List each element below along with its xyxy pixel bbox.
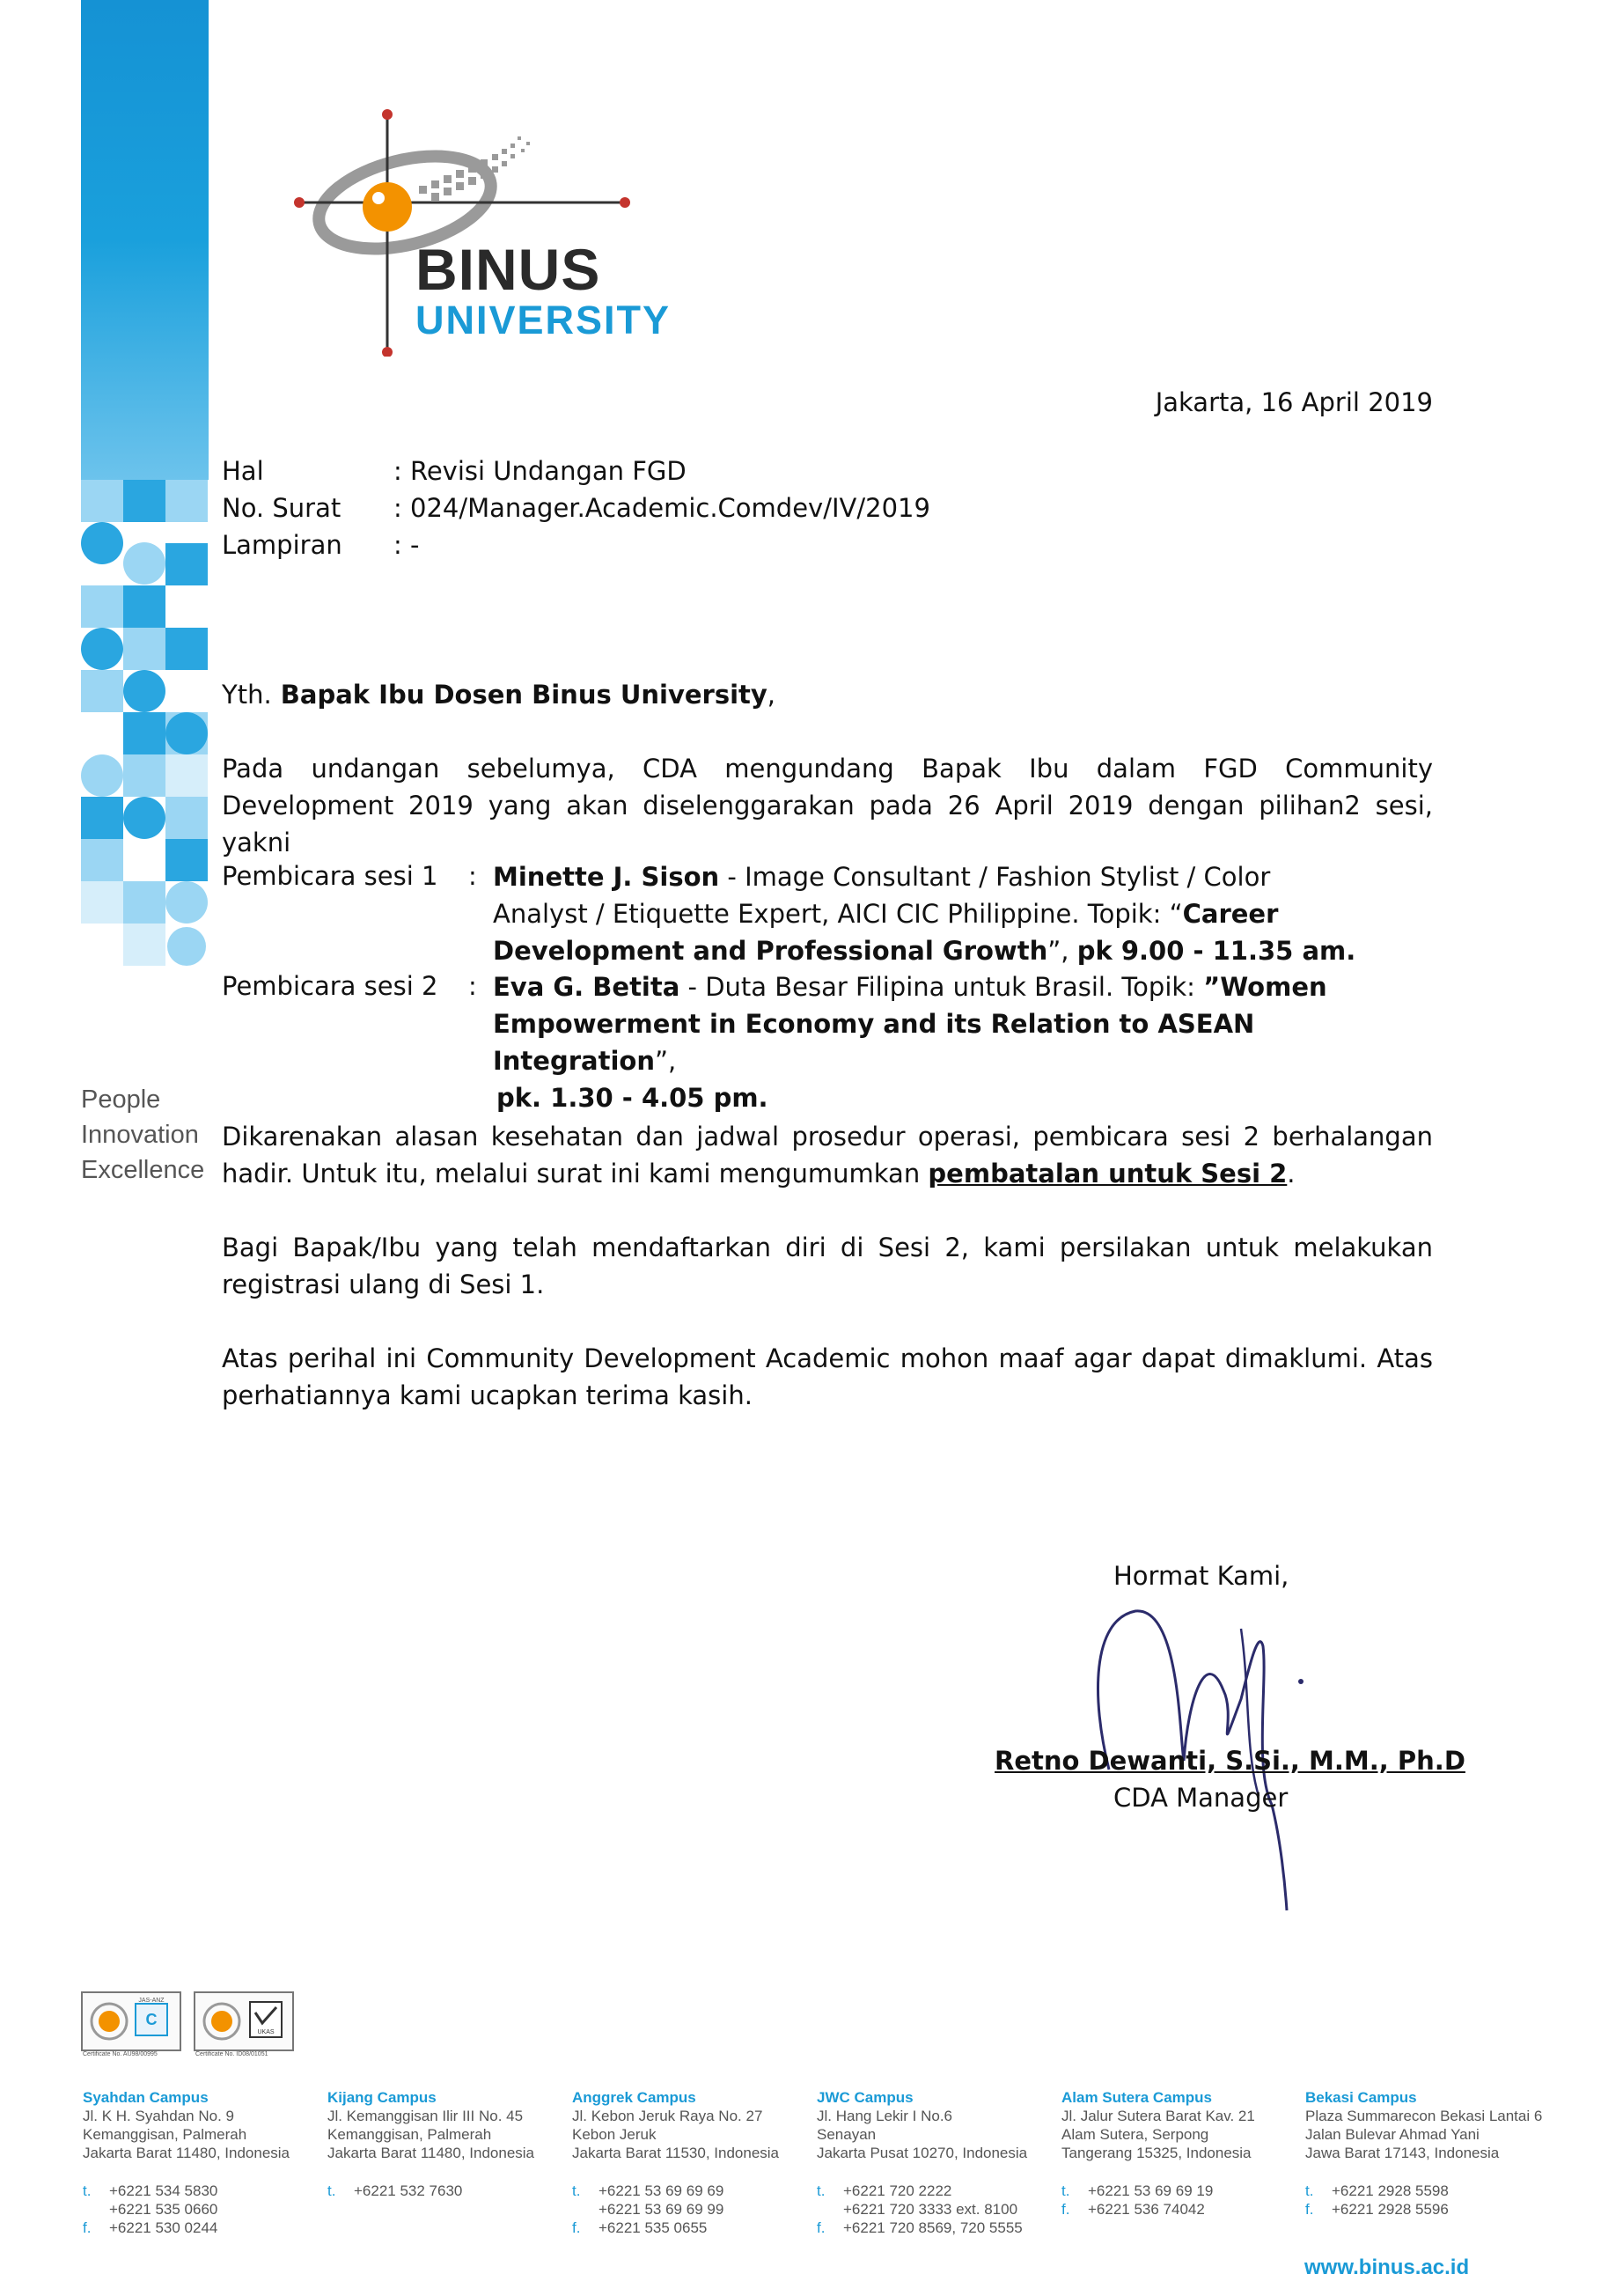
cert-note-2: Certificate No. ID08/01051 [195,2051,268,2057]
campus-address-line: Jawa Barat 17143, Indonesia [1305,2145,1500,2161]
letter-date: Jakarta, 16 April 2019 [1155,387,1433,417]
phone-prefix: t. [1305,2182,1314,2199]
campus-kijang [327,2088,565,2200]
session-1-label: Pembicara sesi 1 [222,861,438,891]
signer-name: Retno Dewanti, S.Si., M.M., Ph.D [995,1746,1465,1776]
campus-name: JWC Campus [817,2089,914,2106]
campus-name: Kijang Campus [327,2089,437,2106]
salutation-recipient: Bapak Ibu Dosen Binus University [271,680,767,710]
phone-number: +6221 532 7630 [354,2182,463,2199]
phone-number: +6221 535 0655 [599,2219,708,2236]
campus-address-line: Alam Sutera, Serpong [1061,2126,1209,2143]
session-2-label: Pembicara sesi 2 [222,971,438,1001]
session-2-speaker: Eva G. Betita [493,972,680,1002]
campus-name: Syahdan Campus [83,2089,209,2106]
phone-number: +6221 720 3333 ext. 8100 [843,2201,1018,2218]
campus-address-line: Jl. Jalur Sutera Barat Kav. 21 [1061,2108,1255,2124]
phone-prefix: t. [572,2182,581,2199]
reregistration-paragraph: Bagi Bapak/Ibu yang telah mendaftarkan diri di Sesi 2, kami persilakan untuk melakukan registrasi ulang di Sesi 1. [222,1233,1433,1299]
session-2-desc: - Duta Besar Filipina untuk Brasil. Topik: [679,972,1204,1002]
campus-address-line: Kebon Jeruk [572,2126,657,2143]
phone-prefix: f. [1305,2201,1314,2218]
campus-address-line: Plaza Summarecon Bekasi Lantai 6 [1305,2108,1543,2124]
campus-address-line: Jakarta Barat 11530, Indonesia [572,2145,780,2161]
phone-number: +6221 535 0660 [109,2201,218,2218]
campus-phones [1061,2182,1299,2219]
campus-address-line: Jl. Hang Lekir I No.6 [817,2108,953,2124]
phone-number: +6221 536 74042 [1088,2201,1205,2218]
campus-address-line: Jakarta Barat 11480, Indonesia [327,2145,535,2161]
campus-address-line: Jakarta Pusat 10270, Indonesia [817,2145,1028,2161]
phone-number: +6221 2928 5598 [1332,2182,1449,2199]
session-1-colon: : [468,861,477,891]
phone-number: +6221 53 69 69 69 [599,2182,724,2199]
campus-phones [572,2182,810,2237]
meta-label: Hal [222,456,264,486]
signer-role: CDA Manager [1113,1783,1289,1813]
campus-address-line: Kemanggisan, Palmerah [83,2126,247,2143]
tagline-innovation: Innovation [81,1121,199,1149]
tagline-excellence: Excellence [81,1156,205,1184]
phone-prefix: t. [327,2182,336,2199]
meta-row-hal [222,456,687,486]
phone-prefix: t. [1061,2182,1070,2199]
phone-number: +6221 720 8569, 720 5555 [843,2219,1023,2236]
session-1-after-topic: ”, [1047,936,1077,966]
campus-syahdan [83,2088,320,2237]
campus-phones [83,2182,320,2237]
session-1-desc: - Image Consultant / Fashion Stylist / Color Analyst / Etiquette Expert, AICI CIC Philippine. Topik: “ [493,862,1271,929]
decorative-side-stripe [81,0,209,977]
campus-phones [327,2182,565,2200]
svg-text:UKAS: UKAS [257,2029,275,2035]
session-1-speaker: Minette J. Sison [493,862,720,892]
logo-wordmark-binus: BINUS [415,237,601,302]
meta-value: : - [393,530,420,560]
meta-value: : 024/Manager.Academic.Comdev/IV/2019 [393,493,930,523]
campus-name: Anggrek Campus [572,2089,696,2106]
session-1-time: pk 9.00 - 11.35 am. [1076,936,1356,966]
phone-number: +6221 53 69 69 99 [599,2201,724,2218]
logo-wordmark-university: UNIVERSITY [415,298,672,342]
campus-address-line: Jalan Bulevar Ahmad Yani [1305,2126,1480,2143]
salutation-prefix: Yth. [222,680,272,710]
campus-address-line: Jl. Kebon Jeruk Raya No. 27 [572,2108,763,2124]
phone-prefix: f. [572,2219,581,2236]
session-2-topic: ”Women Empowerment in Economy and its Relation to ASEAN Integration [493,972,1327,1076]
phone-prefix: t. [817,2182,826,2199]
meta-row-lampiran [222,530,419,560]
cancellation-emphasis: pembatalan untuk Sesi 2 [928,1159,1288,1188]
phone-number: +6221 53 69 69 19 [1088,2182,1214,2199]
salutation-suffix: , [767,680,776,710]
session-2-colon: : [468,971,477,1001]
campus-jwc [817,2088,1054,2237]
campus-address-line: Jl. K H. Syahdan No. 9 [83,2108,234,2124]
meta-row-no-surat [222,493,930,523]
campus-name: Alam Sutera Campus [1061,2089,1212,2106]
phone-prefix: t. [83,2182,92,2199]
phone-prefix: f. [83,2219,92,2236]
cert-note-1: Certificate No. AU98/00995 [83,2051,158,2057]
closing: Hormat Kami, [1113,1561,1289,1591]
campus-anggrek [572,2088,810,2237]
campus-alam-sutera [1061,2088,1299,2219]
campus-address-line: Jl. Kemanggisan Ilir III No. 45 [327,2108,524,2124]
phone-number: +6221 720 2222 [843,2182,952,2199]
campus-address-line: Tangerang 15325, Indonesia [1061,2145,1252,2161]
cancellation-text: Dikarenakan alasan kesehatan dan jadwal prosedur operasi, pembicara sesi 2 berhalangan hadir. Untuk itu, melalui surat ini kami mengumumkan [222,1122,1433,1188]
campus-name: Bekasi Campus [1305,2089,1417,2106]
svg-text:C: C [145,2011,158,2028]
meta-value: : Revisi Undangan FGD [393,456,687,486]
cancellation-end: . [1287,1159,1296,1188]
campus-address-line: Senayan [817,2126,877,2143]
svg-text:JAS-ANZ: JAS-ANZ [138,1998,165,2004]
tagline-people: People [81,1085,161,1114]
phone-prefix: f. [817,2219,826,2236]
salutation [222,676,1433,713]
phone-number: +6221 530 0244 [109,2219,218,2236]
campus-address-line: Jakarta Barat 11480, Indonesia [83,2145,290,2161]
meta-label: Lampiran [222,530,342,560]
session-2-time: pk. 1.30 - 4.05 pm. [496,1083,768,1113]
intro-paragraph: Pada undangan sebelumya, CDA mengundang Bapak Ibu dalam FGD Community Development 2019 yang akan diselenggarakan pada 26 April 2019 dengan pilihan2 sesi, yakni [222,754,1433,857]
campus-phones [1305,2182,1569,2219]
campus-address-line: Kemanggisan, Palmerah [327,2126,492,2143]
phone-prefix: f. [1061,2201,1070,2218]
tagline [81,1082,204,1188]
phone-number: +6221 2928 5596 [1332,2201,1449,2218]
meta-label: No. Surat [222,493,341,523]
session-1-detail [493,858,1373,969]
cancellation-paragraph [222,1118,1433,1192]
iso-cert-badge-1 [81,1991,181,2051]
sgs-iso-icon [83,1993,180,2049]
sgs-ukas-icon [195,1993,292,2049]
session-1-topic: Career Development and Professional Growth [493,899,1279,966]
phone-number: +6221 534 5830 [109,2182,218,2199]
campus-bekasi [1305,2088,1569,2219]
session-2-after-topic: ”, [654,1046,677,1076]
campus-phones [817,2182,1054,2237]
session-2-detail [493,968,1373,1116]
apology-paragraph: Atas perihal ini Community Development Academic mohon maaf agar dapat dimaklumi. Atas perhatiannya kami ucapkan terima kasih. [222,1343,1433,1410]
iso-cert-badge-2 [194,1991,294,2051]
website-link[interactable]: www.binus.ac.id [1304,2256,1470,2279]
